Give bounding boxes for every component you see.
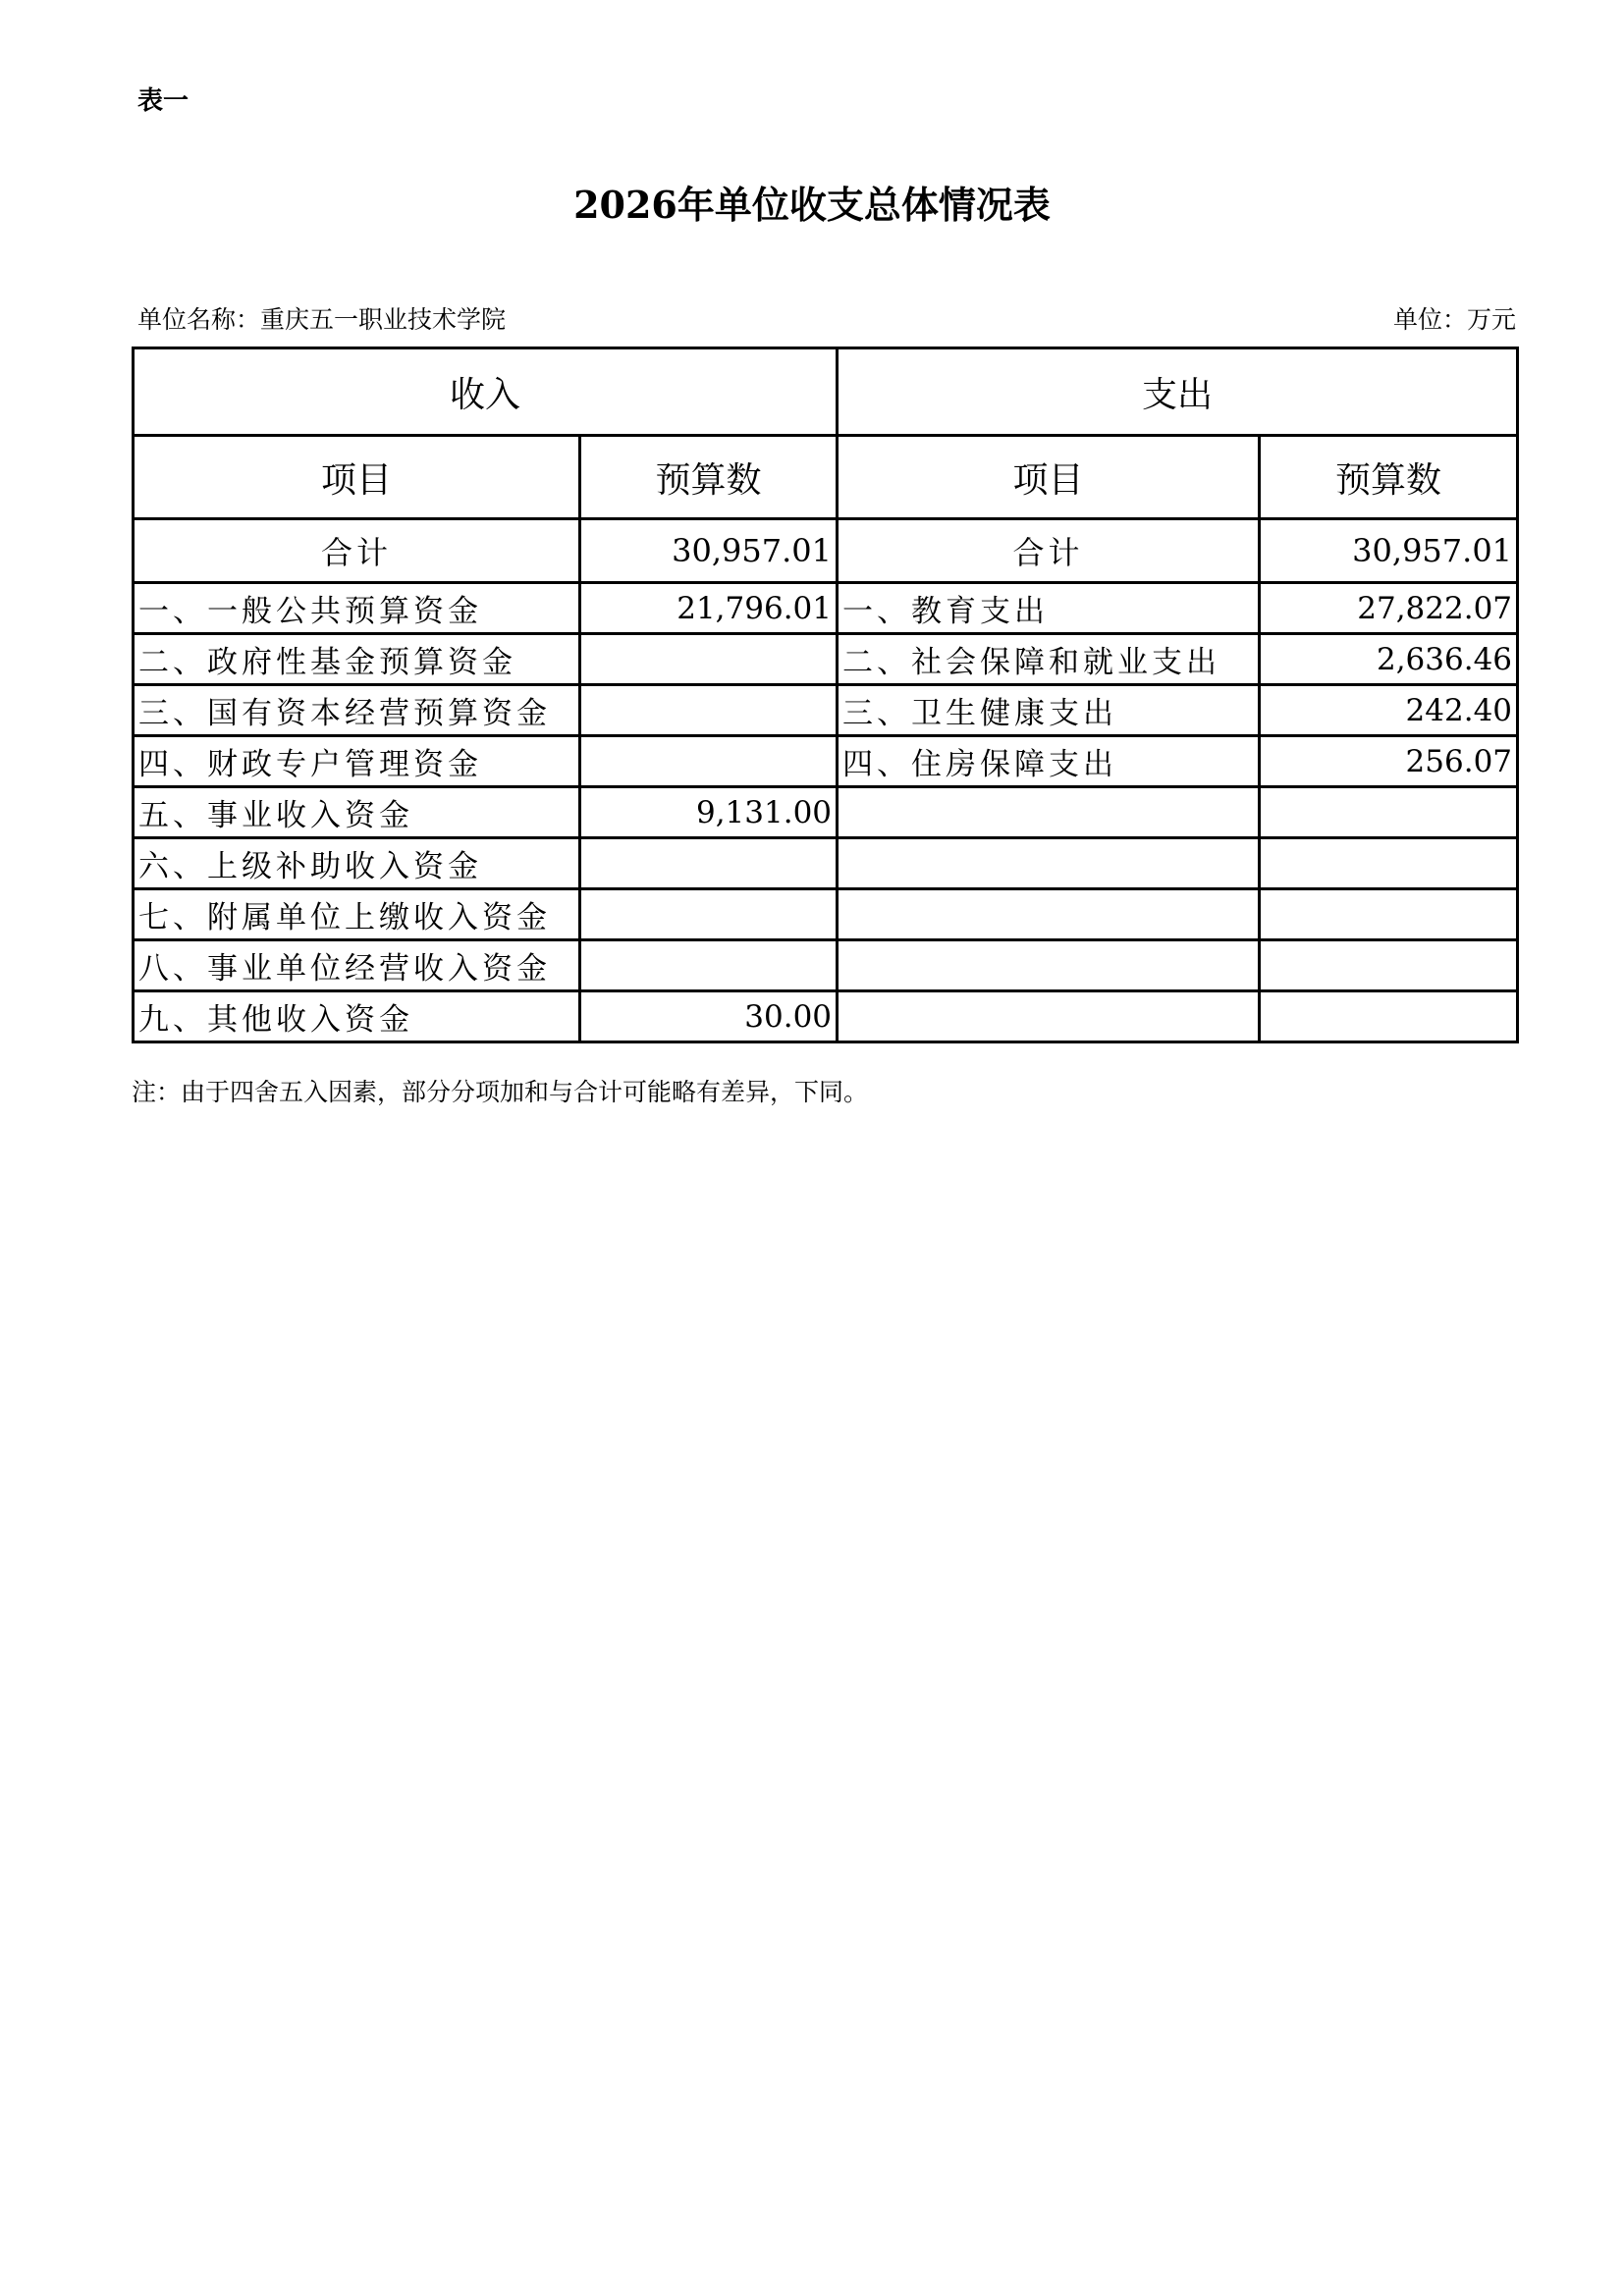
document-title: 2026年单位收支总体情况表: [573, 183, 1051, 227]
expense-item-cell: [838, 991, 1260, 1042]
expense-value-cell: [1260, 787, 1518, 838]
expense-value-cell: 27,822.07: [1260, 583, 1518, 634]
expense-value-cell: [1260, 889, 1518, 940]
group-header-row: [134, 348, 1518, 436]
table-row: [134, 583, 1518, 634]
expense-value-cell: [1260, 991, 1518, 1042]
table-row: [134, 634, 1518, 685]
income-group-header: 收入: [134, 348, 838, 436]
expense-item-cell: [838, 889, 1260, 940]
income-value-cell: [580, 685, 838, 736]
expense-total-value: 30,957.01: [1260, 519, 1518, 583]
income-item-cell: 六、上级补助收入资金: [134, 838, 580, 889]
expense-value-cell: 2,636.46: [1260, 634, 1518, 685]
income-item-cell: 三、国有资本经营预算资金: [134, 685, 580, 736]
income-value-cell: 21,796.01: [580, 583, 838, 634]
expense-item-header: 项目: [838, 436, 1260, 519]
income-value-cell: 9,131.00: [580, 787, 838, 838]
income-value-cell: [580, 838, 838, 889]
table-meta-row: [132, 300, 1516, 334]
column-header-row: [134, 436, 1518, 519]
income-item-cell: 四、财政专户管理资金: [134, 736, 580, 787]
income-value-cell: 30.00: [580, 991, 838, 1042]
footnote: 注：由于四舍五入因素，部分分项加和与合计可能略有差异，下同。: [132, 1078, 869, 1106]
table-row: [134, 736, 1518, 787]
expense-item-cell: 四、住房保障支出: [838, 736, 1260, 787]
unit-name-label: 单位名称：重庆五一职业技术学院: [137, 305, 507, 334]
expense-total-label: 合计: [838, 519, 1260, 583]
income-total-value: 30,957.01: [580, 519, 838, 583]
budget-summary-table: [132, 347, 1519, 1043]
expense-item-cell: [838, 787, 1260, 838]
income-budget-header: 预算数: [580, 436, 838, 519]
expense-value-cell: [1260, 838, 1518, 889]
income-total-label: 合计: [134, 519, 580, 583]
income-item-header: 项目: [134, 436, 580, 519]
income-value-cell: [580, 736, 838, 787]
expense-item-cell: [838, 838, 1260, 889]
expense-value-cell: 242.40: [1260, 685, 1518, 736]
income-item-cell: 七、附属单位上缴收入资金: [134, 889, 580, 940]
expense-item-cell: 一、教育支出: [838, 583, 1260, 634]
table-row: [134, 991, 1518, 1042]
expense-item-cell: 二、社会保障和就业支出: [838, 634, 1260, 685]
income-item-cell: 九、其他收入资金: [134, 991, 580, 1042]
income-value-cell: [580, 940, 838, 991]
income-item-cell: 一、一般公共预算资金: [134, 583, 580, 634]
total-row: [134, 519, 1518, 583]
income-value-cell: [580, 634, 838, 685]
income-item-cell: 五、事业收入资金: [134, 787, 580, 838]
table-number-label: 表一: [137, 86, 189, 116]
table-row: [134, 787, 1518, 838]
income-value-cell: [580, 889, 838, 940]
income-item-cell: 八、事业单位经营收入资金: [134, 940, 580, 991]
table-row: [134, 889, 1518, 940]
table-row: [134, 838, 1518, 889]
currency-unit-label: 单位：万元: [1392, 305, 1516, 334]
expense-item-cell: [838, 940, 1260, 991]
table-row: [134, 940, 1518, 991]
income-item-cell: 二、政府性基金预算资金: [134, 634, 580, 685]
expense-value-cell: 256.07: [1260, 736, 1518, 787]
table-row: [134, 685, 1518, 736]
expense-item-cell: 三、卫生健康支出: [838, 685, 1260, 736]
expense-budget-header: 预算数: [1260, 436, 1518, 519]
expense-group-header: 支出: [838, 348, 1518, 436]
expense-value-cell: [1260, 940, 1518, 991]
